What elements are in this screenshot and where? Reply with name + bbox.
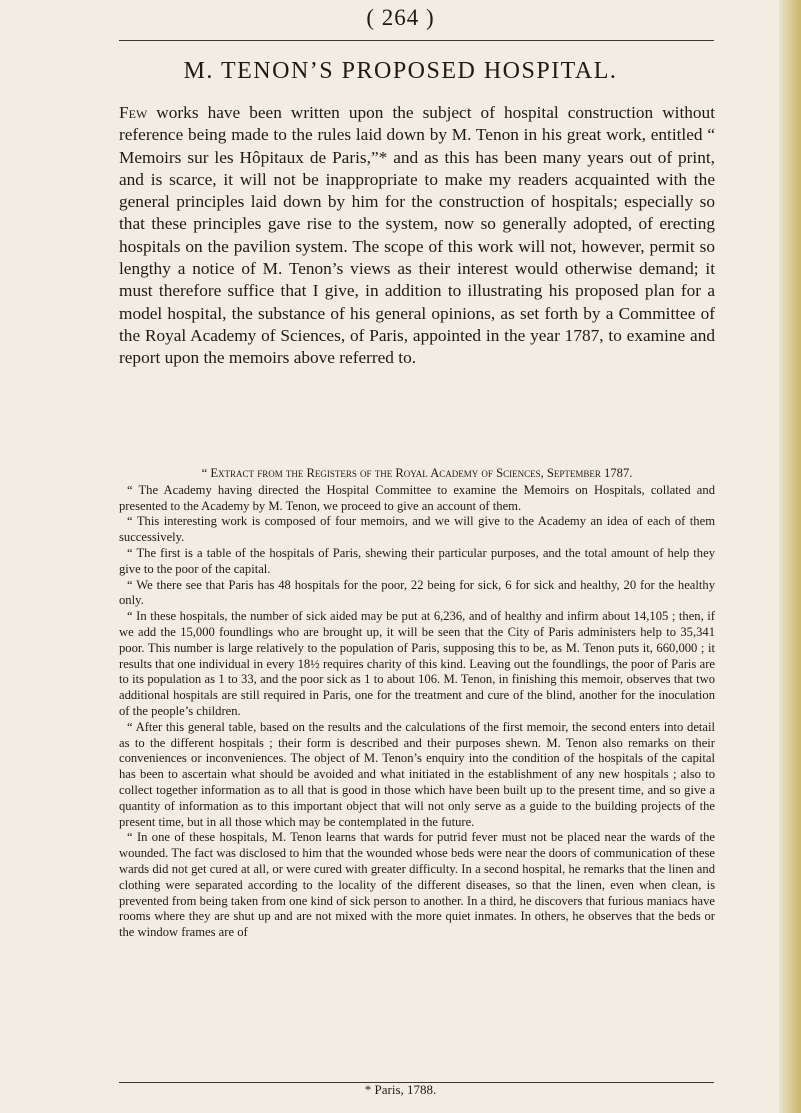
footnote: * Paris, 1788. [364,1082,437,1097]
chapter-title: M. TENON’S PROPOSED HOSPITAL. [183,58,618,84]
extract-paragraph: “ The first is a table of the hospitals of Paris, shewing their particular purposes, and the total amount of help they give to the poor of the capital. [119,545,715,576]
header-rule [119,40,714,41]
page-edge [779,0,801,1113]
extract-paragraph: “ The Academy having directed the Hospital Committee to examine the Memoirs on Hospitals, collated and presented to the Academy by M. Tenon, we proceed to give an account of them. [119,482,715,513]
extract-paragraph: “ This interesting work is composed of four memoirs, and we will give to the Academy an idea of each of them successively. [119,514,715,545]
extract-paragraph: “ In these hospitals, the number of sick aided may be put at 6,236, and of healthy and infirm about 14,105 ; then, if we add the 15,000 foundlings who are brought up, it will be seen that the City of Paris administers help to 35,341 poor. This number is large relatively to the population of Paris, supposing this to be, as M. Tenon puts it, 660,000 ; it results that one individual in every 18½ requires charity of this kind. Leaving out the foundlings, the poor of Paris are to its population as 1 to 33, and the poor sick as 1 to about 106. M. Tenon, in finishing this memoir, observes that two additional hospitals are still required in Paris, one for the treatment and cure of the blind, another for the inoculation of the people’s children. [119,609,715,718]
extract-paragraph: “ After this general table, based on the results and the calculations of the first memoir, the second enters into detail as to the different hospitals ; their form is described and their purposes shewn. M. Tenon also remarks on their conveniences or inconveniences. The object of M. Tenon’s enquiry into the condition of the hospitals of the capital has been to ascertain what should be avoided and what initiated in the establishment of any new hospitals ; also to collect together information as to all that is good in those which have been built up to the present time, and so give a quantity of information as to this important object that will not only serve as a guide to the building projects of the present time, but in all those which may be contemplated in the future. [119,719,715,829]
extract-paragraph: “ We there see that Paris has 48 hospitals for the poor, 22 being for sick, 6 for sick and healthy, 20 for the healthy only. [119,577,715,608]
extract-heading: “ Extract from the Registers of the Royal Academy of Sciences, September 1787. [201,466,633,480]
intro-text: works have been written upon the subject of hospital construction without reference being made to the rules laid down by M. Tenon in his great work, entitled “ Memoirs sur les Hôpitaux de Paris,”* and as this has been many years out of print, and is scarce, it will not be inappropriate to make my readers acquainted with the general principles laid down by him for the construction of hospitals; especially so that these principles gave rise to the system, now so generally adopted, of erecting hospitals on the pavilion system. The scope of this work will not, however, permit so lengthy a notice of M. Tenon’s views as their interest would otherwise demand; it must therefore suffice that I give, in addition to illustrating his proposed plan for a model hospital, the substance of his general opinions, as set forth by a Committee of the Royal Academy of Sciences, of Paris, appointed in the year 1787, to examine and report upon the memoirs above referred to. [119,103,715,368]
academy-extract [119,466,715,941]
extract-paragraph: “ In one of these hospitals, M. Tenon learns that wards for putrid fever must not be placed near the wards of the wounded. The fact was disclosed to him that the wounded whose beds were near the doors of communication of these wards did not get cured at all, or were cured with greater difficulty. In a second hospital, he remarks that the linen and clothing were separated according to the locality of the different diseases, so that the linen, even when clean, is prevented from being taken from one kind of sick person to another. In a third, he discovers that furious maniacs have rooms where they are shut up and are not mixed with the more quiet inmates. In others, he observes that the beds or the window frames are of [119,830,715,940]
intro-paragraph [119,102,715,370]
page-number: ( 264 ) [366,5,435,30]
intro-first-word: Few [119,103,148,122]
